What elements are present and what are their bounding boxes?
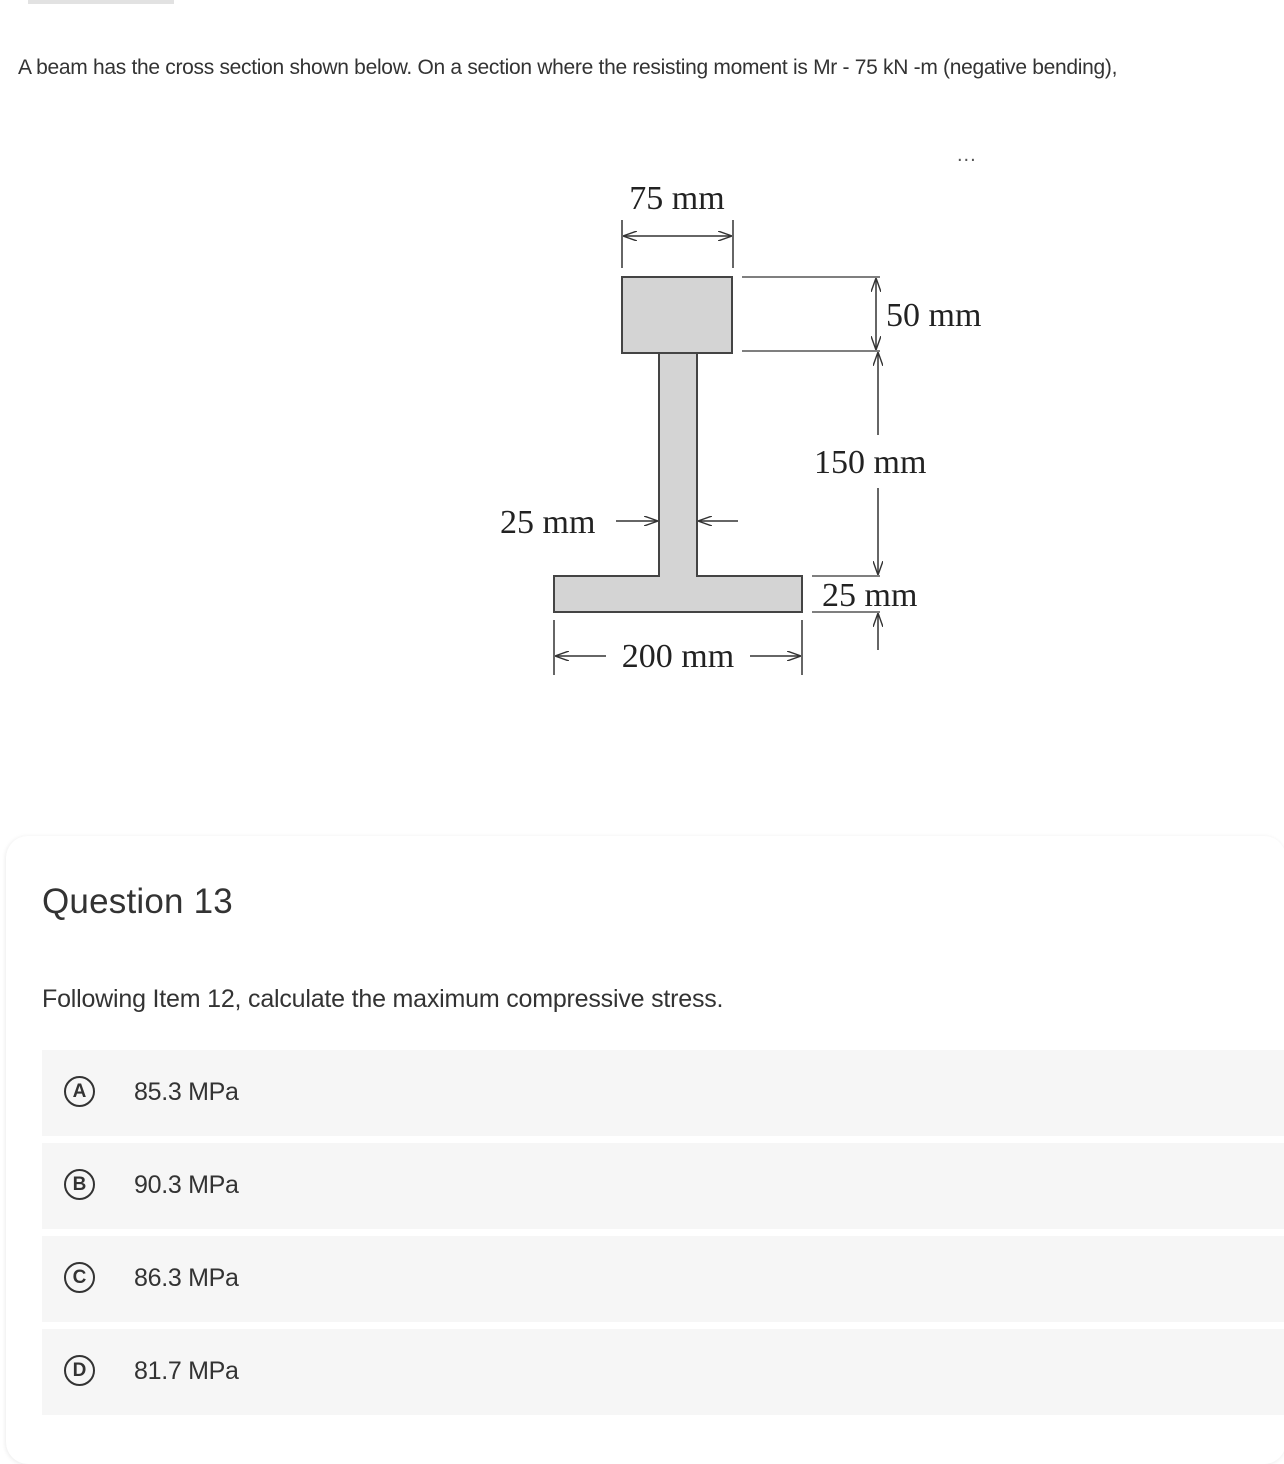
bottom-flange-height-label: 25 mm: [822, 577, 918, 614]
option-c[interactable]: [42, 1236, 1284, 1322]
top-flange: [622, 277, 732, 353]
option-a[interactable]: [42, 1050, 1284, 1136]
option-a-letter: A: [64, 1076, 95, 1107]
web-thickness-label: 25 mm: [500, 504, 596, 541]
web: [659, 353, 697, 576]
question-title: Question 13: [42, 882, 233, 921]
option-c-text: 86.3 MPa: [134, 1264, 239, 1292]
option-d-text: 81.7 MPa: [134, 1357, 239, 1385]
option-a-text: 85.3 MPa: [134, 1078, 239, 1106]
web-height-label: 150 mm: [814, 444, 927, 481]
top-divider: [28, 0, 174, 4]
bottom-flange-width-label: 200 mm: [621, 638, 735, 675]
beam-cross-section-figure: [480, 170, 1040, 730]
option-b[interactable]: [42, 1143, 1284, 1229]
option-d-letter: D: [64, 1355, 95, 1386]
option-b-letter: B: [64, 1169, 95, 1200]
bottom-flange: [554, 576, 802, 612]
more-options-icon[interactable]: ...: [957, 144, 977, 166]
top-flange-height-label: 50 mm: [886, 297, 982, 334]
problem-statement: A beam has the cross section shown below. On a section where the resisting moment is Mr - 75 kN -m (negative bending),: [18, 56, 1118, 79]
top-flange-width-label: 75 mm: [629, 180, 725, 217]
question-text: Following Item 12, calculate the maximum compressive stress.: [42, 985, 724, 1013]
option-c-letter: C: [64, 1262, 95, 1293]
answer-options: [42, 1050, 1284, 1422]
option-d[interactable]: [42, 1329, 1284, 1415]
option-b-text: 90.3 MPa: [134, 1171, 239, 1199]
